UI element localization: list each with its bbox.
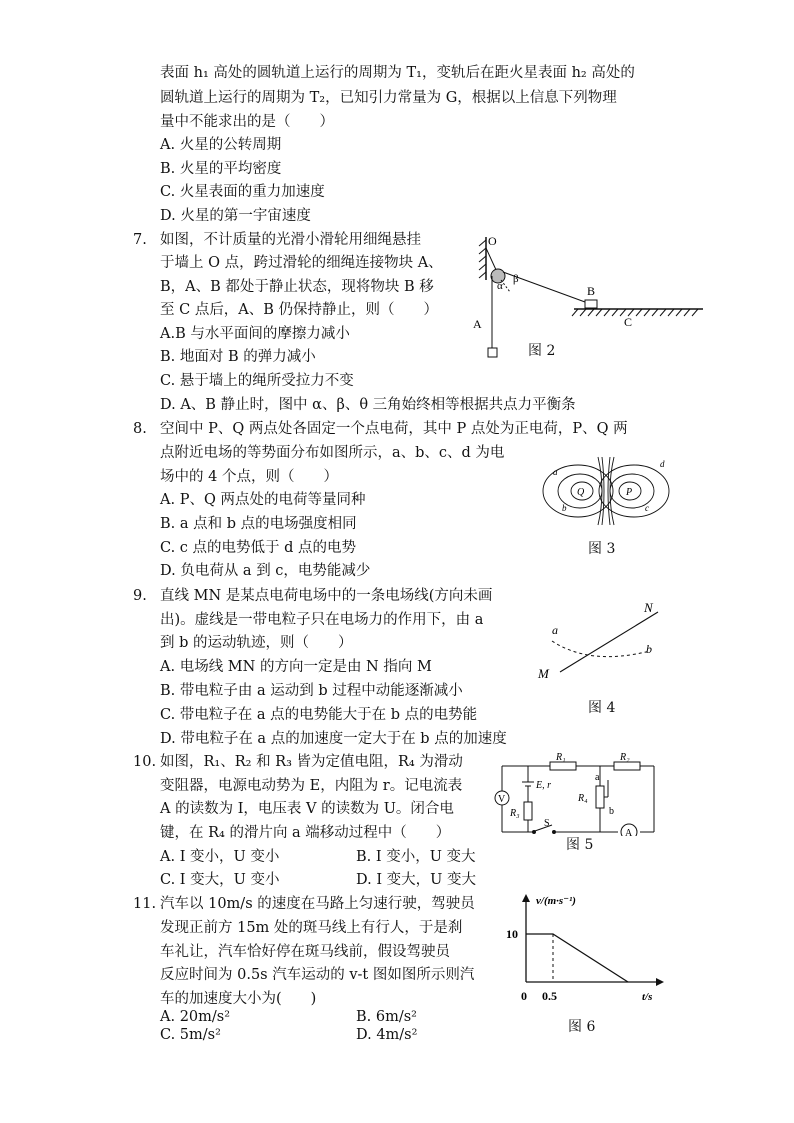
figure-4-field-line bbox=[530, 596, 670, 686]
q8-option-b: B. a 点和 b 点的电场强度相同 bbox=[160, 516, 357, 532]
label-v-axis: v/(m·s⁻¹) bbox=[536, 895, 576, 907]
label-c: C bbox=[624, 315, 633, 329]
q11-number: 11. bbox=[133, 896, 157, 912]
q10-option-c: C. I 变大，U 变小 bbox=[160, 872, 280, 888]
q11-stem-line-3: 车礼让，汽车恰好停在斑马线前，假设驾驶员 bbox=[160, 944, 450, 960]
tick-0: 0 bbox=[521, 989, 527, 1003]
label-a: a bbox=[553, 467, 558, 477]
q8-option-d: D. 负电荷从 a 到 c，电势能减少 bbox=[160, 563, 371, 579]
q9-option-b: B. 带电粒子由 a 运动到 b 过程中动能逐渐减小 bbox=[160, 683, 463, 699]
q6-stem-line-1: 表面 h₁ 高处的圆轨道上运行的周期为 T₁，变轨后在距火星表面 h₂ 高处的 bbox=[160, 65, 635, 81]
label-alpha: α bbox=[497, 280, 503, 292]
label-c: c bbox=[645, 503, 649, 513]
q9-option-d: D. 带电粒子在 a 点的加速度一定大于在 b 点的加速度 bbox=[160, 731, 507, 747]
line-mn bbox=[560, 612, 658, 672]
q6-stem-line-3: 量中不能求出的是（ ） bbox=[160, 114, 334, 130]
q6-option-d: D. 火星的第一宇宙速度 bbox=[160, 208, 311, 224]
q11-option-a: A. 20m/s² bbox=[160, 1009, 231, 1025]
figure-3-equipotential bbox=[540, 455, 676, 527]
q8-stem-line-1: 空间中 P、Q 两点处各固定一个点电荷，其中 P 点处为正电荷，P、Q 两 bbox=[160, 421, 628, 437]
q11-stem-line-2: 发现正前方 15m 处的斑马线上有行人，于是刹 bbox=[160, 920, 463, 936]
q6-option-c: C. 火星表面的重力加速度 bbox=[160, 184, 325, 200]
q10-option-d: D. I 变大，U 变大 bbox=[356, 872, 476, 888]
v-axis-arrow bbox=[522, 894, 530, 902]
voltmeter-v-icon: V bbox=[498, 794, 506, 805]
q8-number: 8. bbox=[133, 421, 147, 437]
q9-stem-line-3: 到 b 的运动轨迹，则（ ） bbox=[160, 635, 353, 651]
q10-option-b: B. I 变小，U 变大 bbox=[356, 849, 476, 865]
label-r2: R₂ bbox=[620, 752, 630, 763]
label-a: a bbox=[595, 772, 600, 783]
label-o: O bbox=[488, 234, 497, 248]
q9-number: 9. bbox=[133, 588, 147, 604]
q9-option-c: C. 带电粒子在 a 点的电势能大于在 b 点的电势能 bbox=[160, 707, 478, 723]
label-beta: β bbox=[513, 273, 519, 285]
q8-stem-line-2: 点附近电场的等势面分布如图所示，a、b、c、d 为电 bbox=[160, 445, 505, 461]
label-n: N bbox=[644, 600, 653, 615]
q6-stem-line-2: 圆轨道上运行的周期为 T₂，已知引力常量为 G，根据以上信息下列物理 bbox=[160, 90, 617, 106]
figure-2-pulley bbox=[468, 232, 708, 367]
trajectory-dashed bbox=[552, 641, 650, 657]
q10-stem-line-1: 如图，R₁、R₂ 和 R₃ 皆为定值电阻，R₄ 为滑动 bbox=[160, 754, 463, 770]
q10-stem-line-4: 键，在 R₄ 的滑片向 a 端移动过程中（ ） bbox=[160, 825, 451, 841]
label-a: A bbox=[473, 317, 482, 331]
tick-10: 10 bbox=[506, 927, 518, 941]
q6-option-a: A. 火星的公转周期 bbox=[160, 137, 282, 153]
q7-stem-line-3: B，A、B 都处于静止状态，现将物块 B 移 bbox=[160, 279, 434, 295]
hanging-rope bbox=[486, 248, 497, 272]
figure-5-circuit bbox=[490, 750, 662, 836]
tick-0-5: 0.5 bbox=[542, 989, 557, 1003]
t-axis-arrow bbox=[656, 978, 664, 986]
label-d: d bbox=[660, 459, 665, 469]
label-q: Q bbox=[577, 487, 585, 498]
figure-6-vt-graph bbox=[500, 890, 670, 1010]
q9-stem-line-2: 出)。虚线是一带电粒子只在电场力的作用下，由 a bbox=[160, 612, 484, 628]
q11-stem-line-4: 反应时间为 0.5s 汽车运动的 v-t 图如图所示则汽 bbox=[160, 967, 475, 983]
q7-stem-line-2: 于墙上 O 点，跨过滑轮的细绳连接物块 A、 bbox=[160, 255, 443, 271]
q8-option-c: C. c 点的电势低于 d 点的电势 bbox=[160, 540, 357, 556]
label-b: b bbox=[562, 503, 567, 513]
q8-option-a: A. P、Q 两点处的电荷等量同种 bbox=[160, 492, 366, 508]
q9-option-a: A. 电场线 MN 的方向一定是由 N 指向 M bbox=[160, 659, 432, 675]
q7-number: 7. bbox=[133, 232, 147, 248]
q10-option-a: A. I 变小，U 变小 bbox=[160, 849, 280, 865]
block-a bbox=[488, 348, 497, 357]
figure-4-caption: 图 4 bbox=[588, 700, 616, 716]
q7-option-c: C. 悬于墙上的绳所受拉力不变 bbox=[160, 373, 354, 389]
label-b: b bbox=[609, 806, 614, 817]
q11-option-c: C. 5m/s² bbox=[160, 1027, 221, 1043]
q11-option-d: D. 4m/s² bbox=[356, 1027, 418, 1043]
label-p: P bbox=[626, 487, 633, 498]
label-b: B bbox=[587, 284, 596, 298]
q10-stem-line-2: 变阻器，电源电动势为 E，内阻为 r。记电流表 bbox=[160, 778, 463, 794]
figure-6-caption: 图 6 bbox=[568, 1019, 596, 1035]
label-a: a bbox=[552, 623, 558, 637]
figure-5-caption: 图 5 bbox=[566, 837, 594, 853]
q10-number: 10. bbox=[133, 754, 157, 770]
q11-option-b: B. 6m/s² bbox=[356, 1009, 417, 1025]
q9-stem-line-1: 直线 MN 是某点电荷电场中的一条电场线(方向未画 bbox=[160, 588, 493, 604]
label-r1: R₁ bbox=[556, 752, 566, 763]
ammeter-a-icon: A bbox=[625, 828, 633, 836]
label-m: M bbox=[538, 666, 549, 681]
q8-stem-line-3: 场中的 4 个点，则（ ） bbox=[160, 469, 338, 485]
label-r4: R₄ bbox=[578, 793, 588, 804]
block-b bbox=[585, 300, 597, 308]
figure-3-caption: 图 3 bbox=[588, 541, 616, 557]
vt-line bbox=[526, 934, 628, 982]
q10-stem-line-3: A 的读数为 I，电压表 V 的读数为 U。闭合电 bbox=[160, 801, 454, 817]
q6-option-b: B. 火星的平均密度 bbox=[160, 161, 282, 177]
label-b: b bbox=[646, 642, 652, 656]
q11-stem-line-1: 汽车以 10m/s 的速度在马路上匀速行驶，驾驶员 bbox=[160, 896, 475, 912]
label-r3: R₃ bbox=[510, 808, 520, 819]
figure-2-caption: 图 2 bbox=[528, 343, 556, 359]
q7-option-d: D. A、B 静止时，图中 α、β、θ 三角始终相等根据共点力平衡条 bbox=[160, 397, 576, 413]
label-s: S bbox=[544, 818, 550, 829]
label-e: E, r bbox=[536, 780, 551, 791]
q7-option-a: A.B 与水平面间的摩擦力减小 bbox=[160, 326, 350, 342]
q7-stem-line-4: 至 C 点后，A、B 仍保持静止，则（ ） bbox=[160, 302, 439, 318]
q11-stem-line-5: 车的加速度大小为( ) bbox=[160, 991, 317, 1007]
q7-option-b: B. 地面对 B 的弹力减小 bbox=[160, 349, 316, 365]
q7-stem-line-1: 如图，不计质量的光滑小滑轮用细绳悬挂 bbox=[160, 232, 421, 248]
label-t-axis: t/s bbox=[642, 991, 653, 1003]
